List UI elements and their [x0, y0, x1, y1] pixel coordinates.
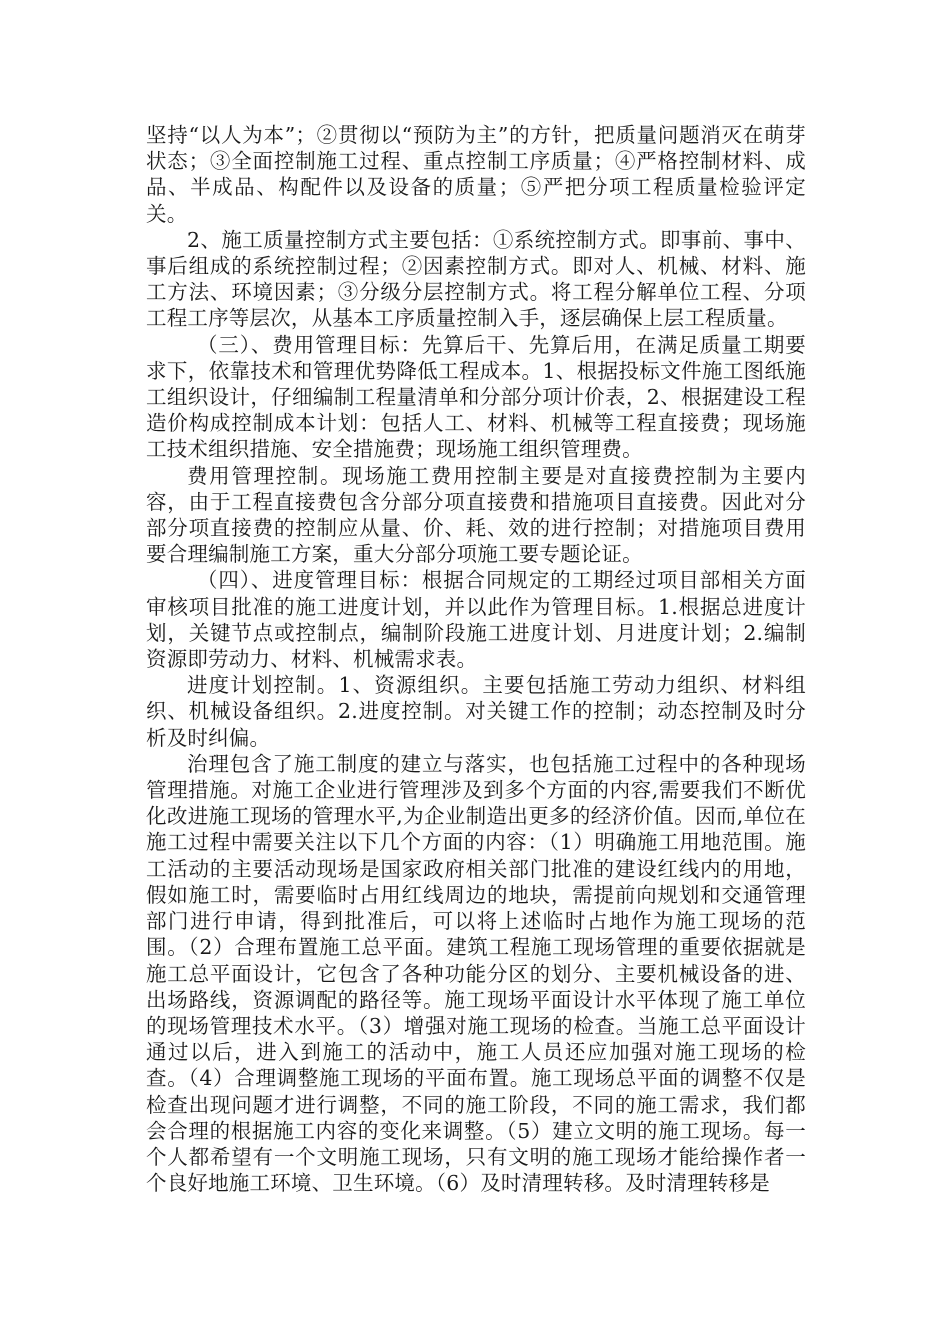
- paragraph-cost-control: 费用管理控制。现场施工费用控制主要是对直接费控制为主要内容，由于工程直接费包含分部分项直接费和措施项目直接费。因此对分部分项直接费的控制应从量、价、耗、效的进行控制；对措施项目费用要合理编制施工方案，重大分部分项施工要专题论证。: [146, 463, 806, 567]
- paragraph-cost-management-goal: （三）、费用管理目标：先算后干、先算后用，在满足质量工期要求下，依靠技术和管理优势降低工程成本。1、根据投标文件施工图纸施工组织设计，仔细编制工程量清单和分部分项计价表，2、根据建设工程造价构成控制成本计划：包括人工、材料、机械等工程直接费；现场施工技术组织措施、安全措施费；现场施工组织管理费。: [146, 332, 806, 462]
- paragraph-quality-principles: 坚持“以人为本”；②贯彻以“预防为主”的方针，把质量问题消灭在萌芽状态；③全面控制施工过程、重点控制工序质量；④严格控制材料、成品、半成品、构配件以及设备的质量；⑤严把分项工程质量检验评定关。: [146, 123, 806, 226]
- document-body: [146, 122, 806, 1196]
- paragraph-schedule-management-goal: （四）、进度管理目标：根据合同规定的工期经过项目部相关方面审核项目批准的施工进度计划，并以此作为管理目标。1.根据总进度计划，关键节点或控制点，编制阶段施工进度计划、月进度计划；2.编制资源即劳动力、材料、机械需求表。: [146, 568, 806, 672]
- paragraph-schedule-control: 进度计划控制。1、资源组织。主要包括施工劳动力组织、材料组织、机械设备组织。2.进度控制。对关键工作的控制；动态控制及时分析及时纠偏。: [146, 673, 806, 750]
- paragraph-quality-control-methods: 2、施工质量控制方式主要包括：①系统控制方式。即事前、事中、事后组成的系统控制过程；②因素控制方式。即对人、机械、材料、施工方法、环境因素；③分级分层控制方式。将工程分解单位工程、分项工程工序等层次，从基本工序质量控制入手，逐层确保上层工程质量。: [146, 227, 806, 331]
- paragraph-site-management: 治理包含了施工制度的建立与落实，也包括施工过程中的各种现场管理措施。对施工企业进行管理涉及到多个方面的内容,需要我们不断优化改进施工现场的管理水平,为企业制造出更多的经济价值。因而,单位在施工过程中需要关注以下几个方面的内容：（1）明确施工用地范围。施工活动的主要活动现场是国家政府相关部门批准的建设红线内的用地，假如施工时，需要临时占用红线周边的地块，需提前向规划和交通管理部门进行申请，得到批准后，可以将上述临时占地作为施工现场的范围。（2）合理布置施工总平面。建筑工程施工现场管理的重要依据就是施工总平面设计，它包含了各种功能分区的划分、主要机械设备的进、出场路线，资源调配的路径等。施工现场平面设计水平体现了施工单位的现场管理技术水平。（3）增强对施工现场的检查。当施工总平面设计通过以后，进入到施工的活动中，施工人员还应加强对施工现场的检查。（4）合理调整施工现场的平面布置。施工现场总平面的调整不仅是检查出现问题才进行调整，不同的施工阶段，不同的施工需求，我们都会合理的根据施工内容的变化来调整。（5）建立文明的施工现场。每一个人都希望有一个文明施工现场，只有文明的施工现场才能给操作者一个良好地施工环境、卫生环境。（6）及时清理转移。及时清理转移是: [146, 751, 806, 1196]
